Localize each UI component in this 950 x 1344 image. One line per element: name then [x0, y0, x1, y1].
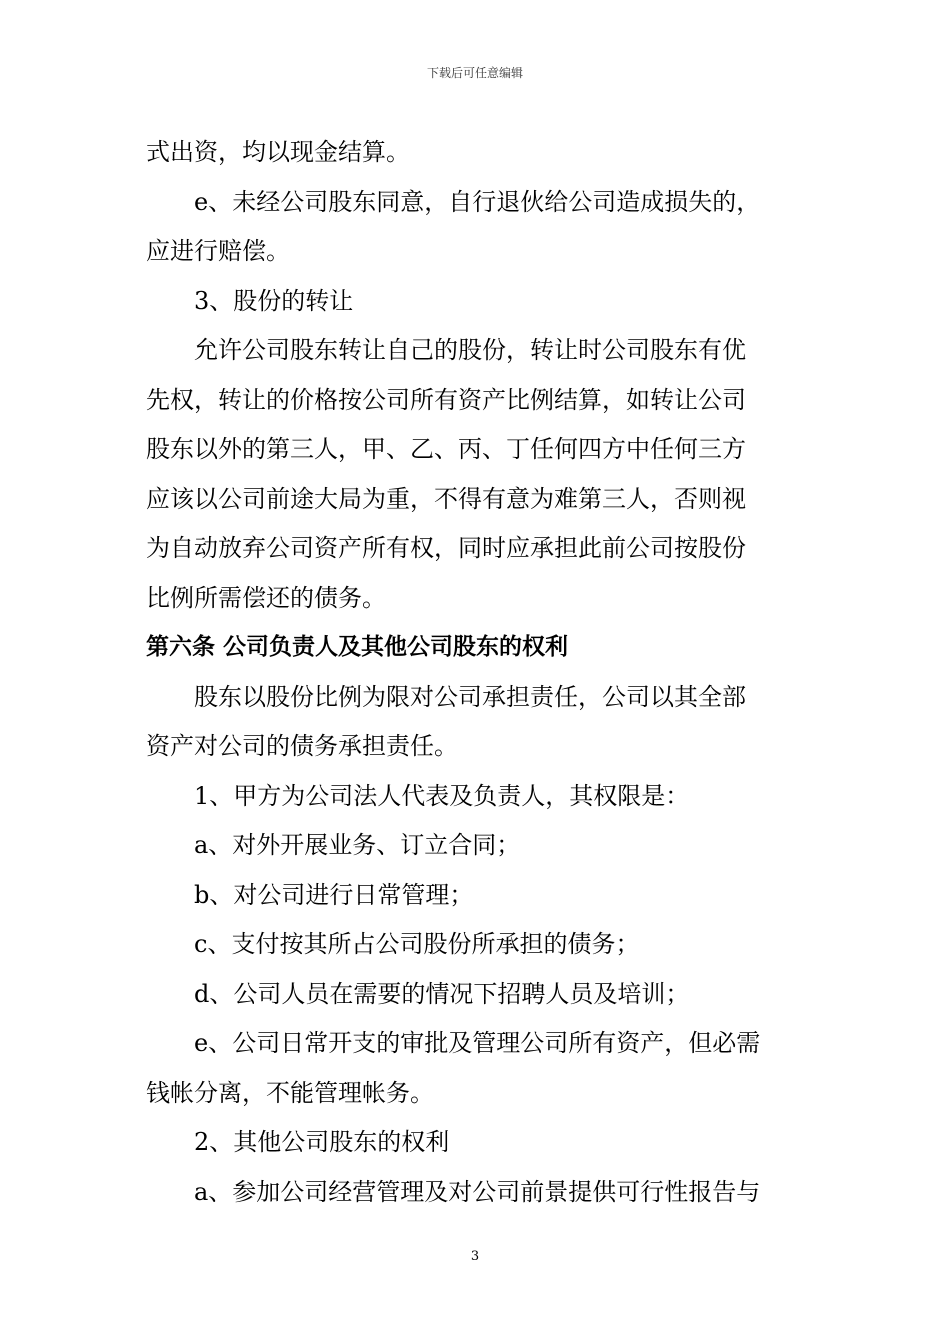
list-item: e、公司日常开支的审批及管理公司所有资产，但必需	[194, 1029, 761, 1057]
body-line: 式出资，均以现金结算。	[146, 138, 410, 166]
body-line: 股东以外的第三人，甲、乙、丙、丁任何四方中任何三方	[146, 435, 746, 463]
list-item: a、对外开展业务、订立合同；	[194, 831, 521, 859]
list-item: b、对公司进行日常管理；	[194, 880, 474, 909]
body-line: 为自动放弃公司资产所有权，同时应承担此前公司按股份	[146, 534, 746, 562]
body-line: 允许公司股东转让自己的股份，转让时公司股东有优	[194, 336, 746, 364]
list-item: c、支付按其所占公司股份所承担的债务；	[194, 930, 640, 958]
body-line: e、未经公司股东同意，自行退伙给公司造成损失的，	[194, 187, 761, 216]
document-body	[146, 128, 806, 1217]
body-line: 钱帐分离，不能管理帐务。	[146, 1078, 434, 1107]
page-header: 下载后可任意编辑	[426, 66, 523, 80]
list-item: a、参加公司经营管理及对公司前景提供可行性报告与	[194, 1177, 761, 1206]
list-item: d、公司人员在需要的情况下招聘人员及培训；	[194, 979, 690, 1008]
body-line: 应该以公司前途大局为重，不得有意为难第三人，否则视	[146, 484, 746, 513]
article-heading: 第六条 公司负责人及其他公司股东的权利	[146, 634, 569, 660]
body-line: 先权，转让的价格按公司所有资产比例结算，如转让公司	[146, 385, 746, 414]
subsection-title: 1、甲方为公司法人代表及负责人，其权限是：	[194, 781, 690, 810]
subsection-title: 2、其他公司股东的权利	[194, 1128, 450, 1156]
body-line: 应进行赔偿。	[146, 237, 290, 265]
body-line: 股东以股份比例为限对公司承担责任，公司以其全部	[194, 682, 746, 711]
body-line: 比例所需偿还的债务。	[146, 583, 386, 612]
subsection-title: 3、股份的转让	[194, 286, 354, 315]
page-number: 3	[470, 1249, 480, 1264]
body-line: 资产对公司的债务承担责任。	[146, 732, 458, 760]
